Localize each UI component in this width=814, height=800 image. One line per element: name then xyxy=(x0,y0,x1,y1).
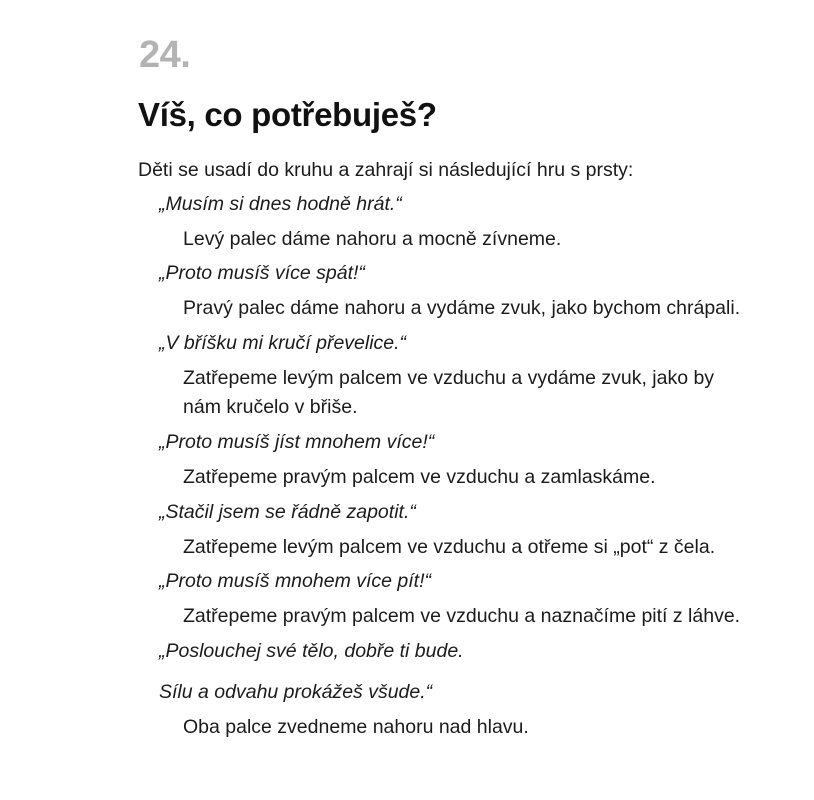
action-text: Zatřepeme pravým palcem ve vzduchu a zamlaskáme. xyxy=(183,466,656,488)
verse-line: „V bříšku mi kručí převelice.“ xyxy=(159,332,407,354)
verse-line: „Musím si dnes hodně hrát.“ xyxy=(159,193,402,215)
verse-line: „Poslouchej své tělo, dobře ti bude. xyxy=(159,640,464,662)
action-text: Levý palec dáme nahoru a mocně zívneme. xyxy=(183,228,562,250)
action-text: Zatřepeme levým palcem ve vzduchu a otřeme si „pot“ z čela. xyxy=(183,536,716,558)
intro-text: Děti se usadí do kruhu a zahrají si následující hru s prsty: xyxy=(138,159,634,181)
action-text: Pravý palec dáme nahoru a vydáme zvuk, jako bychom chrápali. xyxy=(183,297,741,319)
verse-line: Sílu a odvahu prokážeš všude.“ xyxy=(159,681,433,703)
action-text: Zatřepeme pravým palcem ve vzduchu a naznačíme pití z láhve. xyxy=(183,605,741,627)
verse-line: „Proto musíš jíst mnohem více!“ xyxy=(159,431,435,453)
verse-line: „Proto musíš více spát!“ xyxy=(159,262,365,284)
verse-line: „Proto musíš mnohem více pít!“ xyxy=(159,570,432,592)
verse-line: „Stačil jsem se řádně zapotit.“ xyxy=(159,501,416,523)
chapter-number: 24. xyxy=(139,34,191,76)
action-text: Oba palce zvedneme nahoru nad hlavu. xyxy=(183,716,529,738)
action-text: Zatřepeme levým palcem ve vzduchu a vydáme zvuk, jako by nám kručelo v břiše. xyxy=(183,367,715,418)
page-title: Víš, co potřebuješ? xyxy=(138,96,437,133)
